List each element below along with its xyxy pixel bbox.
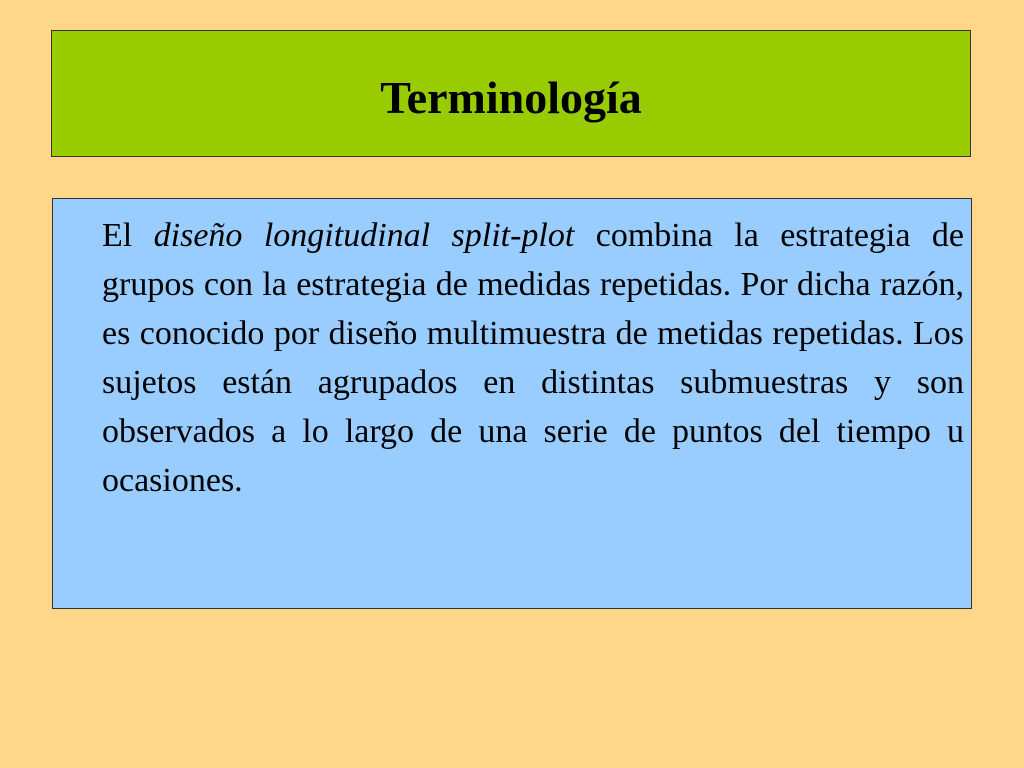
- title-box: [51, 30, 971, 157]
- paragraph-rest: combina la estrategia de grupos con la estrategia de medidas repetidas. Por dicha razón, es conocido por diseño multimuestra de metidas repetidas. Los sujetos están agrupados en distintas submuestras y son observados a lo largo de una serie de puntos del tiempo u ocasiones.: [102, 217, 964, 499]
- content-box: [52, 198, 972, 609]
- body-paragraph: [102, 211, 964, 505]
- italic-term: diseño longitudinal split-plot: [153, 217, 575, 254]
- paragraph-lead: El: [102, 217, 154, 254]
- slide-title: Terminología: [380, 71, 642, 123]
